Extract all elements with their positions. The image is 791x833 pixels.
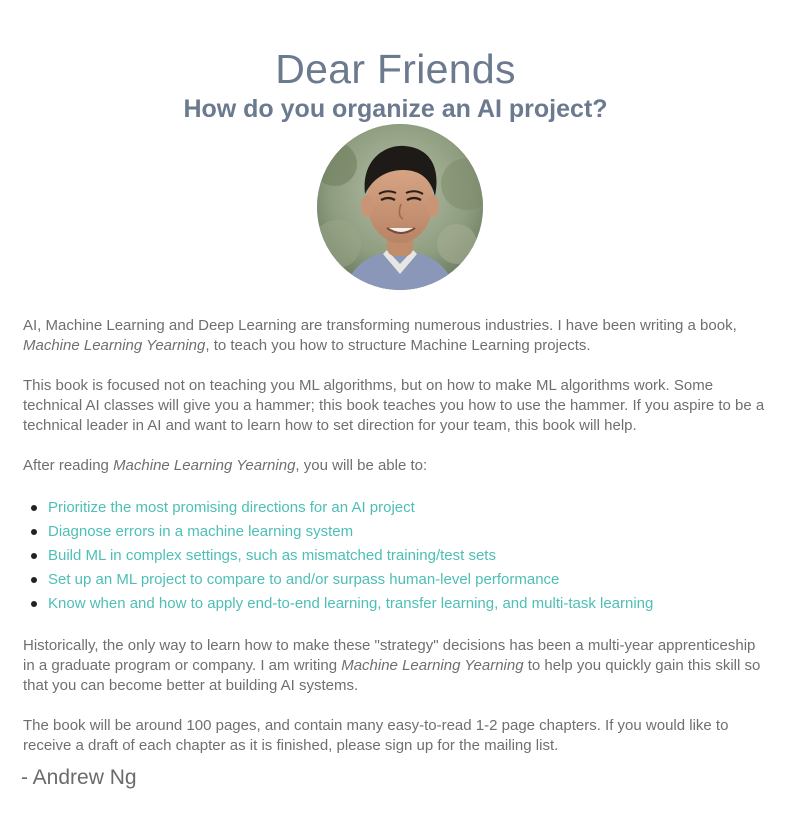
intro-paragraph bbox=[23, 316, 771, 356]
bullet-icon bbox=[31, 601, 37, 607]
author-portrait-icon bbox=[317, 124, 483, 290]
page-title: Dear Friends bbox=[275, 46, 516, 93]
signature: - Andrew Ng bbox=[21, 766, 137, 789]
book-title: Machine Learning Yearning bbox=[23, 337, 206, 354]
outcomes-text-start: After reading bbox=[23, 457, 114, 474]
history-text-start: Historically, the only way to learn how to make these "strategy" decisions has been a multi-year apprenticeship in a graduate program or company. I am writing bbox=[23, 637, 756, 674]
page-subtitle: How do you organize an AI project? bbox=[183, 94, 608, 123]
book-title: Machine Learning Yearning bbox=[341, 657, 524, 674]
list-item[interactable] bbox=[23, 544, 771, 568]
list-item-label: Set up an ML project to compare to and/or surpass human-level performance bbox=[48, 571, 560, 588]
bullet-icon bbox=[31, 577, 37, 583]
signup-paragraph: The book will be around 100 pages, and contain many easy-to-read 1-2 page chapters. If you would like to receive a draft of each chapter as it is finished, please sign up for the mailing list. bbox=[23, 717, 729, 754]
list-item-label: Know when and how to apply end-to-end learning, transfer learning, and multi-task learning bbox=[48, 595, 654, 612]
list-item-label: Build ML in complex settings, such as mismatched training/test sets bbox=[48, 547, 496, 564]
list-item[interactable] bbox=[23, 592, 771, 616]
bullet-icon bbox=[31, 529, 37, 535]
list-item[interactable] bbox=[23, 520, 771, 544]
bullet-icon bbox=[31, 553, 37, 559]
list-item-label: Diagnose errors in a machine learning system bbox=[48, 523, 354, 540]
intro-text-start: AI, Machine Learning and Deep Learning are transforming numerous industries. I have been writing a book, bbox=[23, 317, 737, 334]
intro-text-end: , to teach you how to structure Machine Learning projects. bbox=[205, 337, 591, 354]
outcomes-text-end: , you will be able to: bbox=[295, 457, 428, 474]
bullet-icon bbox=[31, 505, 37, 511]
list-item-label: Prioritize the most promising directions for an AI project bbox=[48, 499, 415, 516]
book-title: Machine Learning Yearning bbox=[113, 457, 296, 474]
outcomes-list bbox=[23, 496, 771, 616]
list-item[interactable] bbox=[23, 568, 771, 592]
history-text-end: to help you quickly gain this skill so that you can become better at building AI systems. bbox=[23, 657, 761, 694]
outcomes-intro bbox=[23, 456, 771, 476]
list-item[interactable] bbox=[23, 496, 771, 520]
history-paragraph bbox=[23, 636, 771, 696]
focus-paragraph: This book is focused not on teaching you ML algorithms, but on how to make ML algorithms work. Some technical AI classes will give you a hammer; this book teaches you how to use the hammer. If you aspire to be a technical leader in AI and want to learn how to set direction for your team, this book will help. bbox=[23, 377, 765, 434]
